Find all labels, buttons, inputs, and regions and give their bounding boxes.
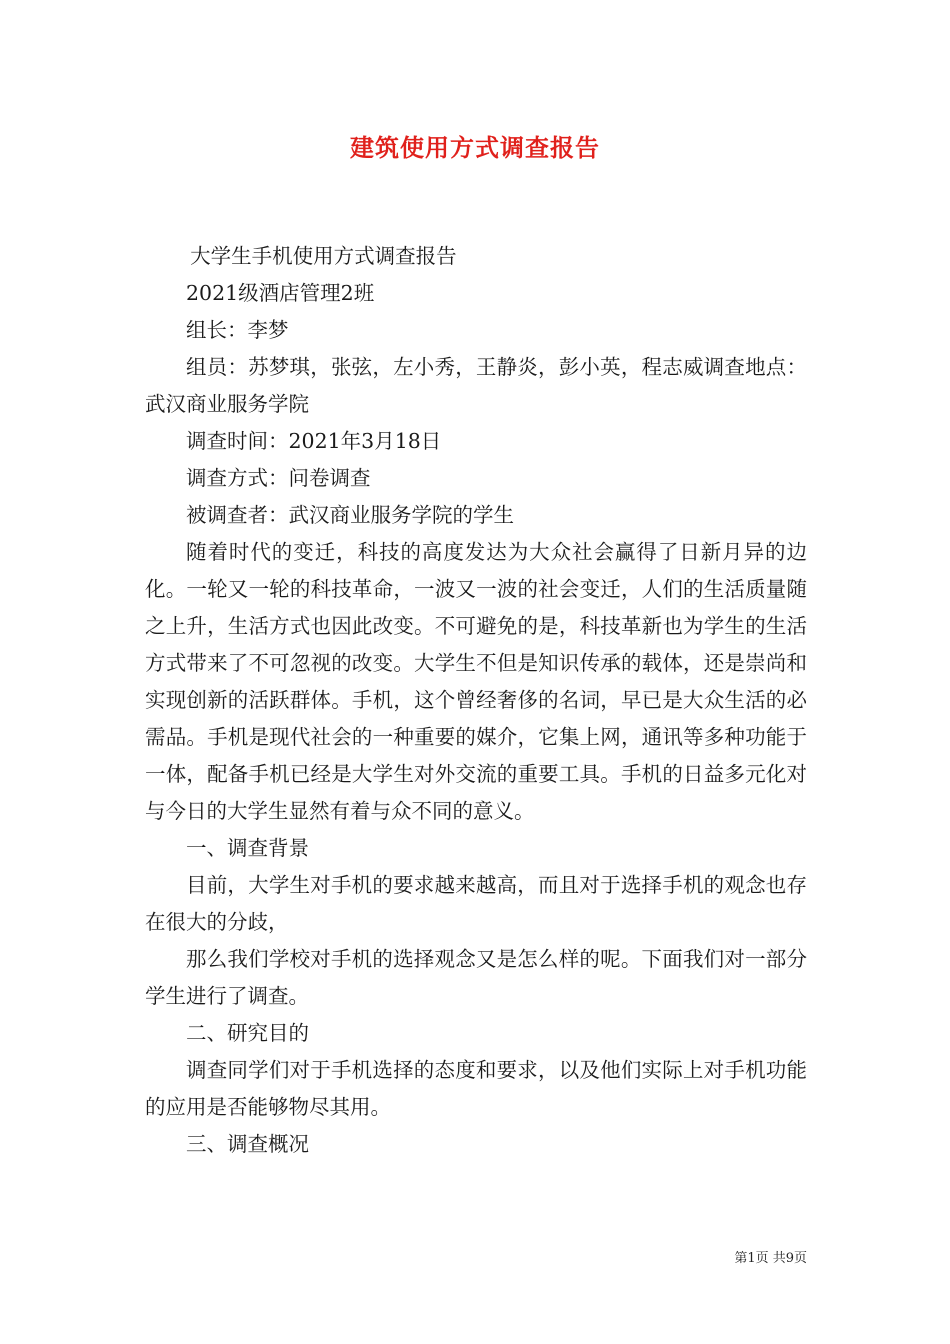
section-heading-overview: 三、调查概况 [186,1132,309,1156]
report-subtitle: 大学生手机使用方式调查报告 [190,244,457,268]
survey-time: 调查时间：2021年3月18日 [186,429,442,453]
survey-subjects: 被调查者：武汉商业服务学院的学生 [186,503,514,527]
background-paragraph-2: 那么我们学校对手机的选择观念又是怎么样的呢。下面我们对一部分学生进行了调查。 [145,947,807,1008]
section-heading-background: 一、调查背景 [186,836,309,860]
background-paragraph-1: 目前，大学生对手机的要求越来越高，而且对于选择手机的观念也存在很大的分歧， [145,873,807,934]
purpose-paragraph: 调查同学们对于手机选择的态度和要求，以及他们实际上对手机功能的应用是否能够物尽其用。 [145,1058,807,1119]
document-title: 建筑使用方式调查报告 [350,133,600,162]
section-heading-purpose: 二、研究目的 [186,1021,309,1045]
intro-paragraph: 随着时代的变迁，科技的高度发达为大众社会赢得了日新月异的边化。一轮又一轮的科技革命，一波又一波的社会变迁，人们的生活质量随之上升，生活方式也因此改变。不可避免的是，科技革新也为学生的生活方式带来了不可忽视的改变。大学生不但是知识传承的载体，还是崇尚和实现创新的活跃群体。手机，这个曾经奢侈的名词，早已是大众生活的必需品。手机是现代社会的一种重要的媒介，它集上网，通讯等多种功能于一体，配备手机已经是大学生对外交流的重要工具。手机的日益多元化对与今日的大学生显然有着与众不同的意义。 [145,540,807,823]
survey-method: 调查方式：问卷调查 [186,466,371,490]
group-members: 组员：苏梦琪，张弦，左小秀，王静炎，彭小英，程志威调查地点：武汉商业服务学院 [145,355,807,416]
class-info: 2021级酒店管理2班 [186,281,375,305]
group-leader: 组长：李梦 [186,318,289,342]
document-body [145,238,807,1163]
page-number: 第1页 共9页 [734,1251,807,1266]
